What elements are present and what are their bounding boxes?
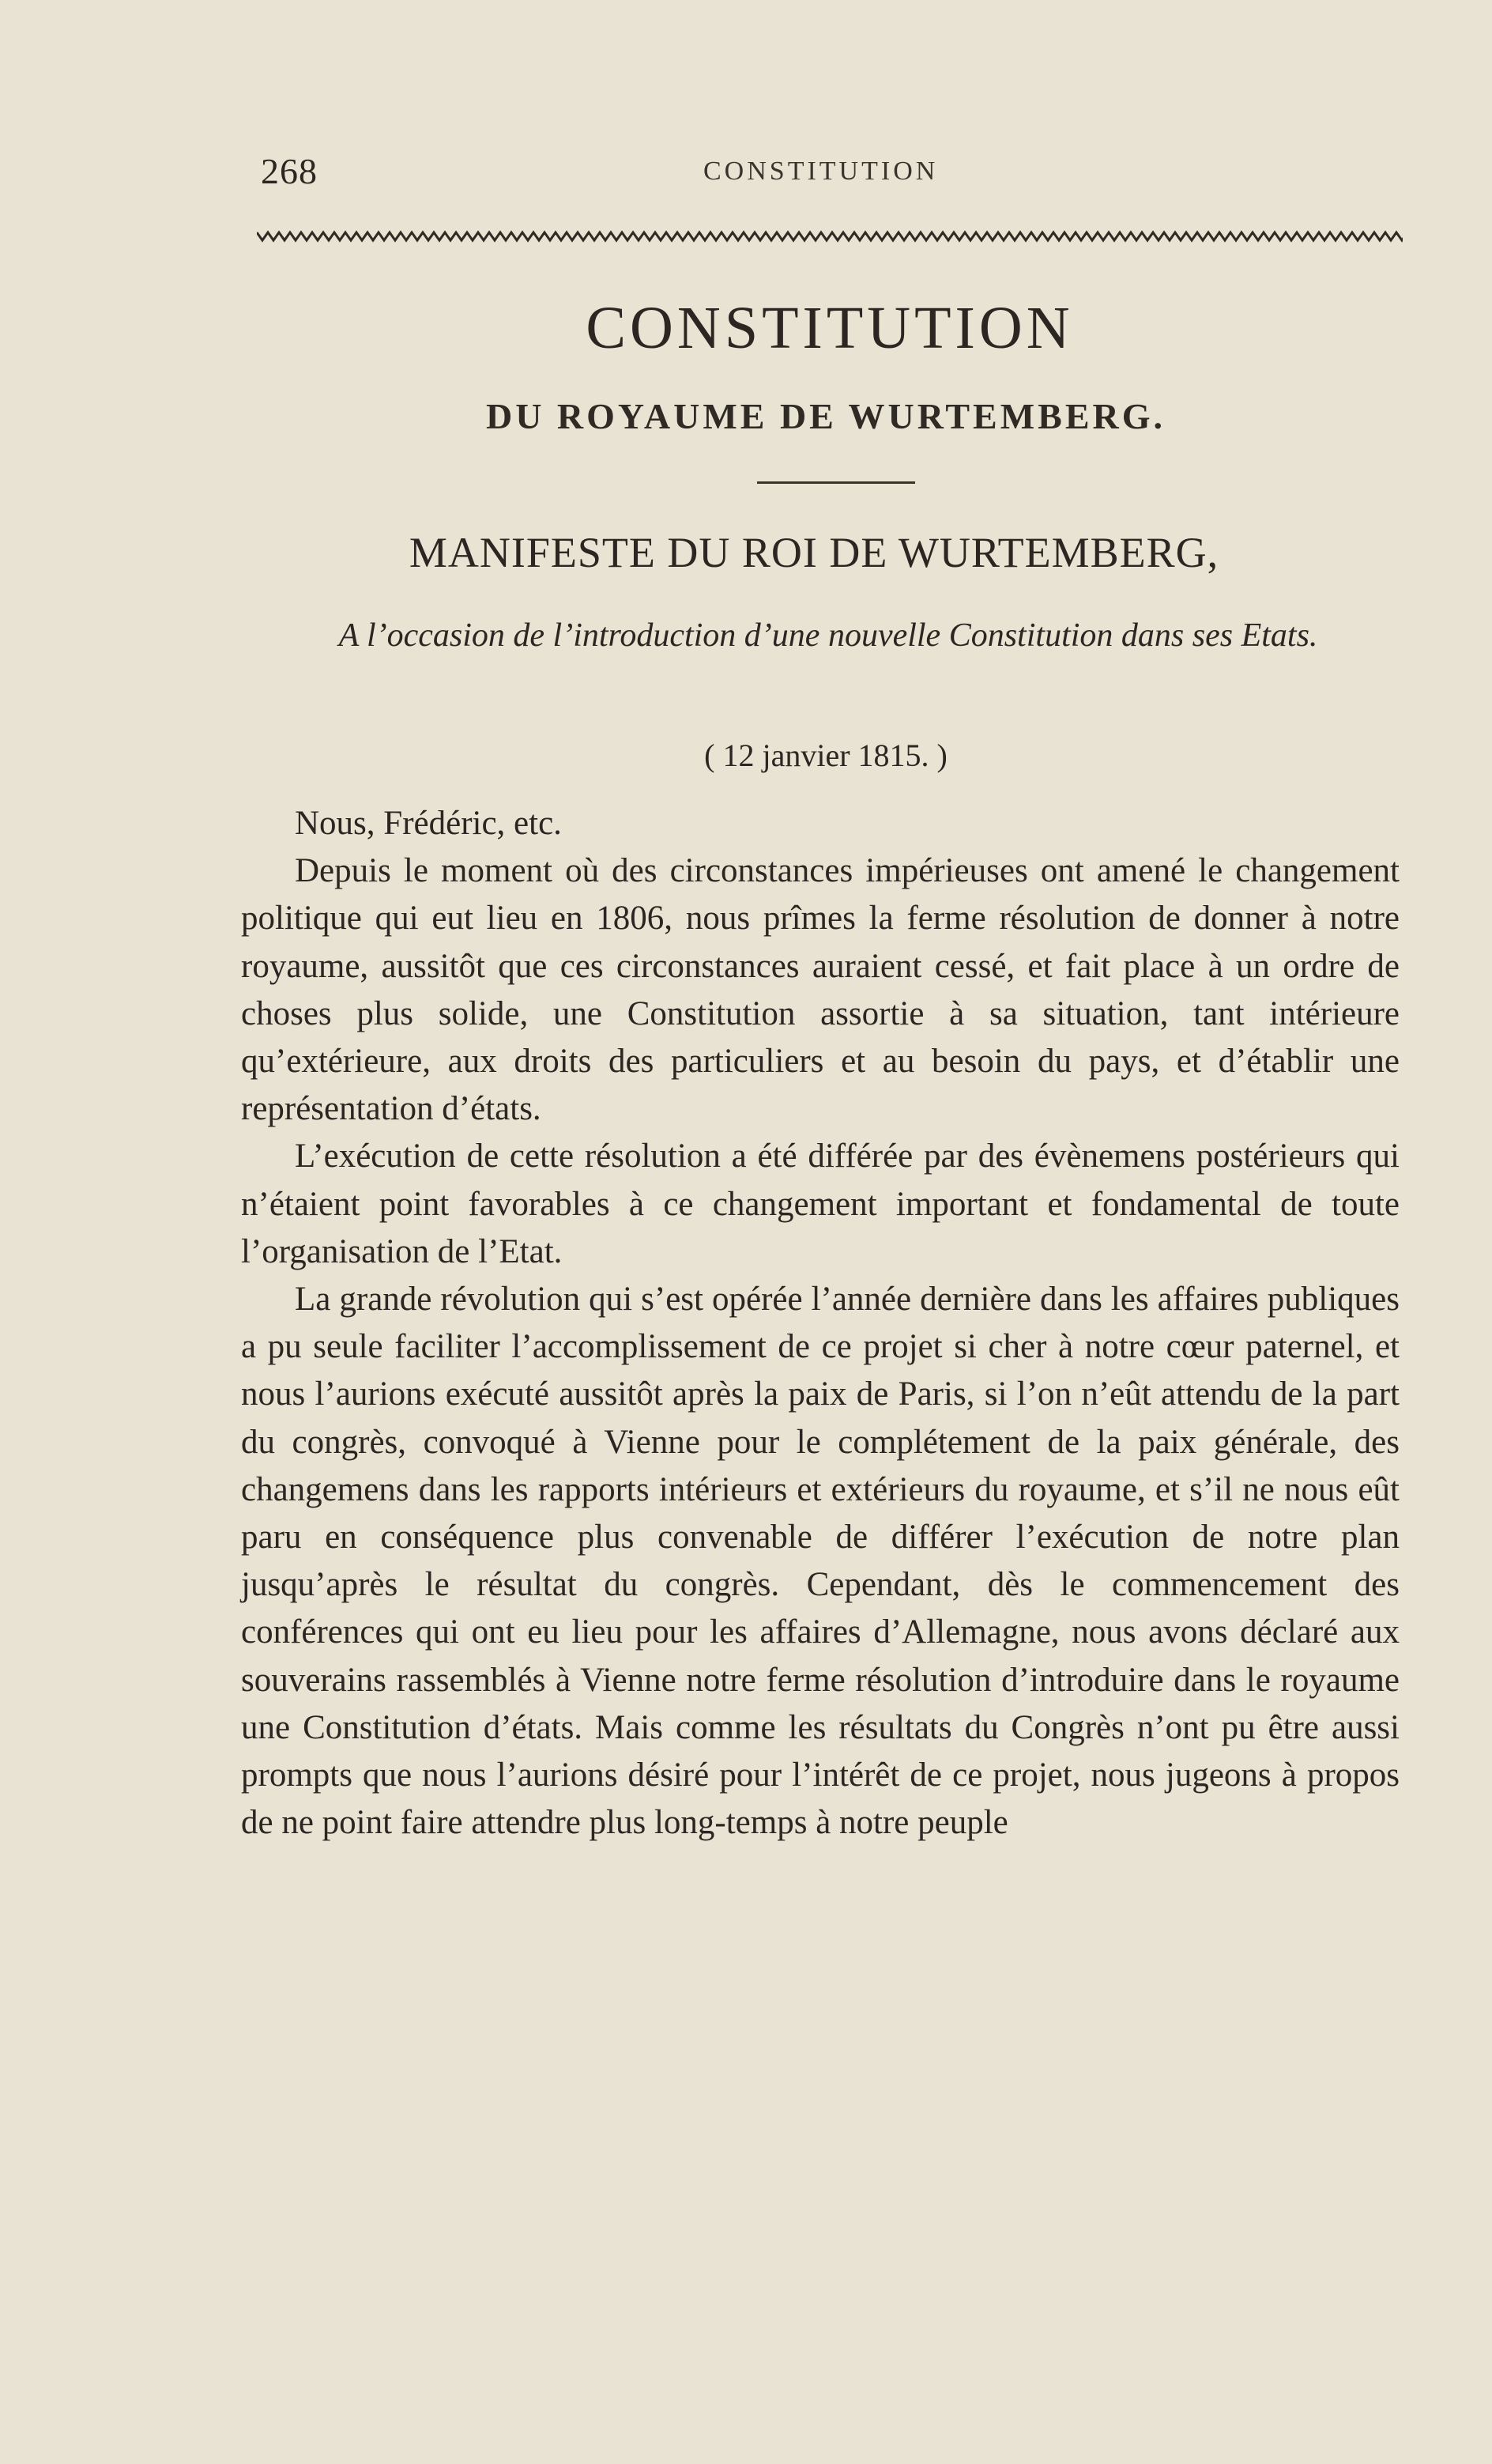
running-header bbox=[261, 150, 1399, 198]
manifest-occasion: A l’occasion de l’introduction d’une nouvelle Constitution dans ses Etats. bbox=[338, 617, 1318, 654]
ornamental-rule bbox=[257, 226, 1403, 247]
paragraph: L’exécution de cette résolution a été différée par des évènemens postérieurs qui n’étaient point favorables à ce changement important et fondamental de toute l’organisation de l’Etat. bbox=[241, 1138, 1400, 1270]
page-number: 268 bbox=[261, 151, 318, 191]
paragraph: La grande révolution qui s’est opérée l’année dernière dans les affaires publiques a pu seule faciliter l’accomplissement de ce projet si cher à notre cœur paternel, et nous l’aurions exécuté aussitôt après la paix de Paris, si l’on n’eût attendu de la part du congrès, convoqué à Vienne pour le complétement de la paix générale, des changemens dans les rapports intérieurs et extérieurs du royaume, et s’il ne nous eût paru en conséquence plus convenable de différer l’exécution de notre plan jusqu’après le résultat du congrès. Cependant, dès le commencement des conférences qui ont eu lieu pour les affaires d’Allemagne, nous avons déclaré aux souverains rassemblés à Vienne notre ferme résolution d’introduire dans le royaume une Constitution d’états. Mais comme les résultats du Congrès n’ont pu être aussi prompts que nous l’aurions désiré pour l’intérêt de ce projet, nous jugeons à propos de ne point faire attendre plus long-temps à notre peuple bbox=[241, 1281, 1400, 1842]
body-text bbox=[241, 800, 1400, 1847]
paragraph: Depuis le moment où des circonstances impérieuses ont amené le changement politique qui eut lieu en 1806, nous prîmes la ferme résolution de donner à notre royaume, aussitôt que ces circonstances auraient cessé, et fait place à un ordre de choses plus solide, une Constitution assortie à sa situation, tant intérieure qu’extérieure, aux droits des particuliers et au besoin du pays, et d’établir une représentation d’états. bbox=[241, 852, 1400, 1128]
paragraph-salutation: Nous, Frédéric, etc. bbox=[295, 805, 562, 842]
running-title: CONSTITUTION bbox=[703, 157, 939, 186]
title-separator-rule bbox=[757, 481, 915, 484]
main-title: CONSTITUTION bbox=[586, 295, 1074, 361]
manifest-title: MANIFESTE DU ROI DE WURTEMBERG, bbox=[409, 529, 1219, 576]
sub-title: DU ROYAUME DE WURTEMBERG. bbox=[485, 396, 1166, 436]
manifest-date: ( 12 janvier 1815. ) bbox=[704, 738, 948, 773]
